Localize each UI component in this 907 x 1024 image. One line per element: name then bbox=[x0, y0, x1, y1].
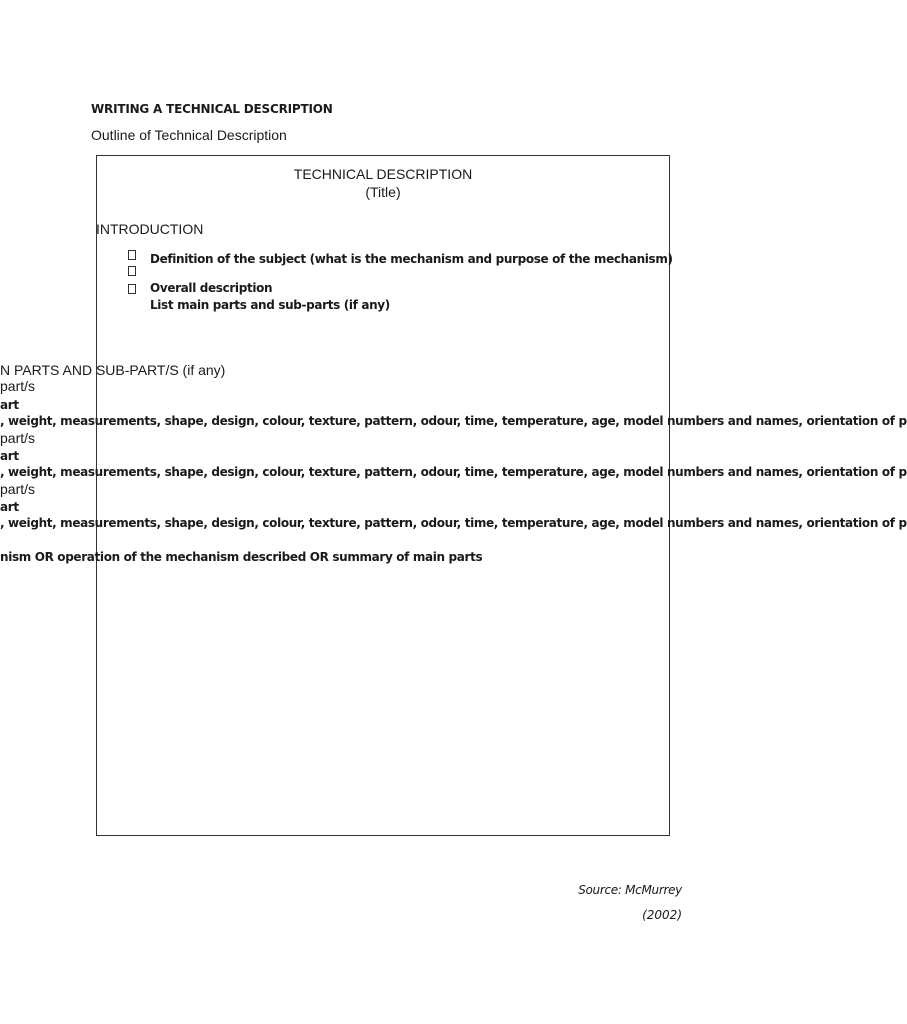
document-subheading: Outline of Technical Description bbox=[91, 127, 287, 143]
intro-item-overall: Overall description bbox=[150, 281, 273, 295]
document-heading: WRITING A TECHNICAL DESCRIPTION bbox=[91, 102, 333, 116]
intro-item-definition: Definition of the subject (what is the mechanism and purpose of the mechanism) bbox=[150, 252, 673, 266]
bullet-square-icon bbox=[128, 284, 136, 294]
part-line: part/s bbox=[0, 430, 36, 446]
outline-title-note: (Title) bbox=[365, 184, 401, 200]
part-line: art bbox=[0, 398, 19, 412]
outline-title: TECHNICAL DESCRIPTION bbox=[293, 166, 473, 182]
part-line: part/s bbox=[0, 481, 36, 497]
part-detail-line: , weight, measurements, shape, design, colour, texture, pattern, odour, time, temperature, age, model numbers and names, orientation of p bbox=[0, 516, 907, 530]
part-line: art bbox=[0, 449, 19, 463]
introduction-heading: INTRODUCTION bbox=[96, 221, 204, 237]
source-citation: Source: McMurrey bbox=[578, 883, 682, 897]
bullet-square-icon bbox=[128, 266, 136, 276]
parts-heading: N PARTS AND SUB-PART/S (if any) bbox=[0, 362, 226, 378]
bullet-square-icon bbox=[128, 250, 136, 260]
source-year: (2002) bbox=[642, 908, 682, 922]
conclusion-line: nism OR operation of the mechanism described OR summary of main parts bbox=[0, 550, 483, 564]
part-line: art bbox=[0, 500, 19, 514]
part-detail-line: , weight, measurements, shape, design, colour, texture, pattern, odour, time, temperature, age, model numbers and names, orientation of p bbox=[0, 465, 907, 479]
intro-subnote: List main parts and sub-parts (if any) bbox=[150, 298, 390, 312]
part-detail-line: , weight, measurements, shape, design, colour, texture, pattern, odour, time, temperature, age, model numbers and names, orientation of p bbox=[0, 414, 907, 428]
part-line: part/s bbox=[0, 378, 36, 394]
